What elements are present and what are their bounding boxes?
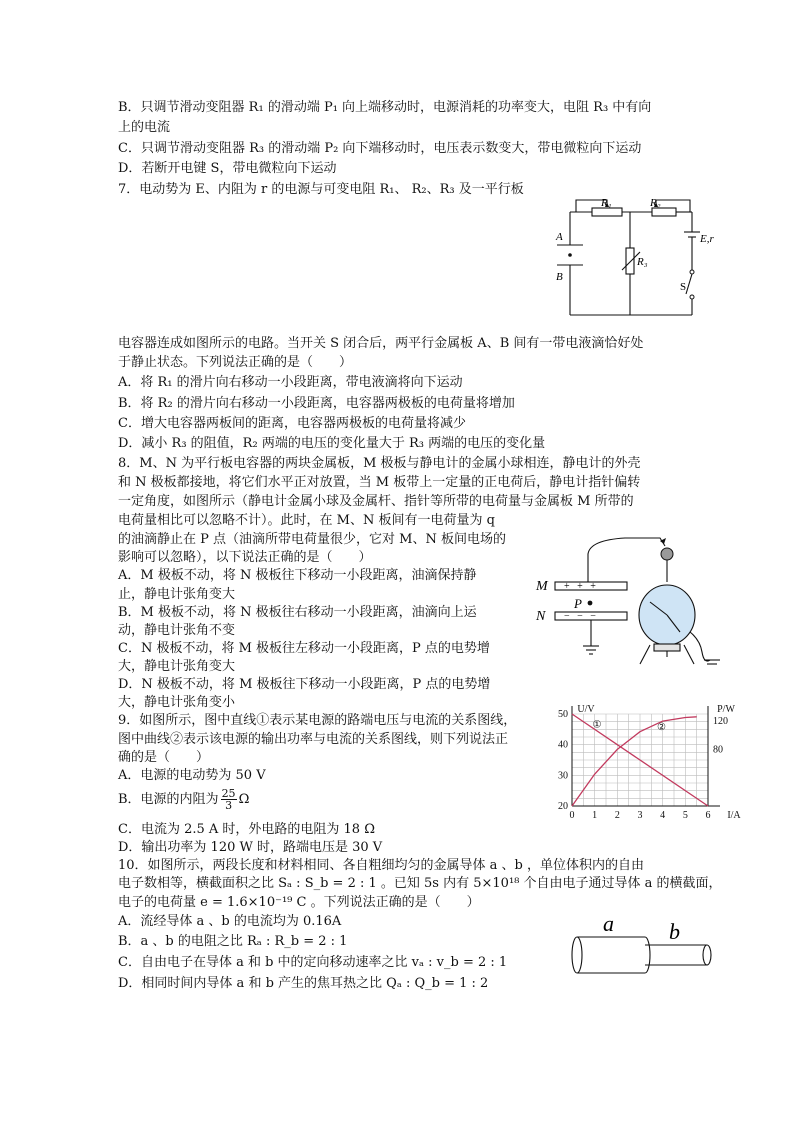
q8-line5: 的油滴静止在 P 点（油滴所带电荷量很少，它对 M、N 板间电场的 (118, 532, 506, 547)
x-tick-label: 0 (569, 810, 575, 821)
q10-option-d: D．相同时间内导体 a 和 b 产生的焦耳热之比 Qₐ : Q_b = 1 : 2 (118, 976, 489, 991)
q8-line1: 8．M、N 为平行板电容器的两块金属板，M 极板与静电计的金属小球相连，静电计的外壳 (118, 456, 641, 471)
u-p-i-chart (550, 700, 750, 825)
label-switch: S (680, 281, 687, 293)
q8-option-d-line2: 大，静电计张角变小 (118, 695, 236, 710)
y-left-tick-label: 20 (558, 801, 568, 812)
q6-option-c: C．只调节滑动变阻器 R₃ 的滑动端 P₂ 向下端移动时，电压表示数变大，带电微粒向下运动 (118, 141, 642, 156)
label-p: P (574, 596, 582, 611)
x-axis-label: I/A (727, 810, 741, 821)
q8-option-b-line2: 动，静电计张角不变 (118, 623, 236, 638)
q7-option-c: C．增大电容器两板间的距离，电容器两极板的电荷量将减少 (118, 416, 466, 431)
svg-text:− − −: − − − (564, 611, 596, 622)
q9-option-b (118, 785, 249, 815)
label-n: N (536, 609, 546, 624)
q7-stem: 7．电动势为 E、内阻为 r 的电源与可变电阻 R₁、 R₂、R₃ 及一平行板 (118, 182, 524, 197)
y-right-tick-label: 120 (713, 716, 728, 728)
q9-option-b-text: B．电源的内阻为 (118, 792, 219, 807)
q8-line3: 一定角度，如图所示（静电计金属小球及金属杆、指针等所带的电荷量与金属板 M 所带的 (118, 494, 634, 509)
q8-line4: 电荷量相比可以忽略不计）。此时，在 M、N 板间有一电荷量为 q (118, 513, 495, 528)
q10-line1: 10．如图所示，两段长度和材料相同、各自粗细均匀的金属导体 a 、b ，单位体积内的自由 (118, 858, 645, 873)
q10-option-a: A．流经导体 a 、b 的电流均为 0.16A (118, 914, 342, 929)
series-line (572, 717, 697, 806)
label-plate-b: B (556, 271, 563, 283)
label-r3: R₃ (637, 256, 648, 268)
q8-option-a-line1: A．M 极板不动，将 N 极板往下移动一小段距离，油滴保持静 (118, 568, 477, 583)
q8-option-d-line1: D．N 极板不动，将 M 极板往下移动一小段距离，P 点的电势增 (118, 677, 491, 692)
q8-line2: 和 N 极板都接地，将它们水平正对放置，当 M 板带上一定量的正电荷后，静电计指针偏转 (118, 475, 641, 490)
q10-line2: 电子数相等，横截面积之比 Sₐ : S_b = 2 : 1 。已知 5s 内有 5×10¹⁸ 个自由电子通过导体 a 的横截面， (118, 876, 722, 891)
q9-option-d: D．输出功率为 120 W 时，路端电压是 30 V (118, 840, 383, 855)
q8-option-b-line1: B．M 极板不动，将 N 极板往右移动一小段距离，油滴向上运 (118, 605, 477, 620)
y-left-tick-label: 40 (558, 739, 568, 751)
label-m: M (536, 579, 548, 594)
q9-option-c: C．电流为 2.5 A 时，外电路的电阻为 18 Ω (118, 822, 375, 837)
q9-line1: 9．如图所示，图中直线①表示某电源的路端电压与电流的关系图线， (118, 713, 517, 728)
q8-line6: 影响可以忽略），以下说法正确的是（ ） (118, 550, 372, 565)
q8-option-c-line2: 大，静电计张角变大 (118, 659, 236, 674)
x-tick-label: 3 (637, 810, 643, 821)
q7-option-a: A．将 R₁ 的滑片向右移动一小段距离，带电液滴将向下运动 (118, 375, 463, 390)
label-r1: R₁ (601, 197, 612, 209)
label-r2: R₂ (650, 197, 661, 209)
series-label: ② (657, 722, 667, 734)
q7-line3: 于静止状态。下列说法正确的是（ ） (118, 355, 353, 370)
label-a: a (603, 911, 614, 936)
q7-option-b: B．将 R₂ 的滑片向右移动一小段距离，电容器两极板的电荷量将增加 (118, 396, 515, 411)
x-tick-label: 1 (592, 810, 598, 821)
y-right-axis-label: P/W (717, 704, 735, 715)
q7-option-d: D．减小 R₃ 的阻值，R₂ 两端的电压的变化量大于 R₃ 两端的电压的变化量 (118, 436, 546, 451)
q9-option-a: A．电源的电动势为 50 V (118, 768, 266, 783)
y-right-tick-label: 80 (713, 744, 723, 756)
fraction-denominator: 3 (225, 799, 233, 812)
q10-line3: 电子的电荷量 e = 1.6×10⁻¹⁹ C 。下列说法正确的是（ ） (118, 895, 480, 910)
label-source: E,r (700, 233, 714, 245)
q8-option-a-line2: 止，静电计张角变大 (118, 587, 236, 602)
series-label: ① (592, 719, 602, 731)
x-tick-label: 5 (682, 810, 688, 821)
y-left-tick-label: 50 (558, 709, 568, 720)
x-tick-label: 4 (660, 810, 666, 821)
q9-line3: 确的是（ ） (118, 750, 210, 765)
svg-text:+ + +: + + + (564, 581, 596, 592)
x-tick-label: 6 (705, 810, 711, 821)
q7-line2: 电容器连成如图所示的电路。当开关 S 闭合后，两平行金属板 A、B 间有一带电液滴恰好处 (118, 336, 644, 351)
q6-option-b-line1: B．只调节滑动变阻器 R₁ 的滑动端 P₁ 向上端移动时，电源消耗的功率变大，电阻 R₃ 中有向 (118, 100, 652, 115)
q10-option-c: C．自由电子在导体 a 和 b 中的定向移动速率之比 vₐ : v_b = 2 : 1 (118, 955, 508, 970)
y-left-axis-label: U/V (577, 704, 595, 715)
circuit-diagram (552, 190, 712, 320)
ohm-unit: Ω (238, 792, 250, 807)
q10-option-b: B．a 、b 的电阻之比 Rₐ : R_b = 2 : 1 (118, 934, 348, 949)
label-b: b (669, 919, 680, 944)
q6-option-d: D．若断开电键 S，带电微粒向下运动 (118, 161, 337, 176)
electrometer-diagram (530, 532, 730, 672)
q8-option-c-line1: C．N 极板不动，将 M 极板往左移动一小段距离，P 点的电势增 (118, 641, 490, 656)
y-left-tick-label: 30 (558, 770, 568, 782)
fraction (221, 788, 237, 811)
q9-line2: 图中曲线②表示该电源的输出功率与电流的关系图线，则下列说法正 (118, 732, 509, 747)
q6-option-b-line2: 上的电流 (118, 120, 171, 135)
conductor-diagram (565, 911, 720, 977)
label-plate-a: A (556, 231, 563, 243)
fraction-numerator: 25 (221, 787, 236, 800)
x-tick-label: 2 (614, 810, 620, 821)
